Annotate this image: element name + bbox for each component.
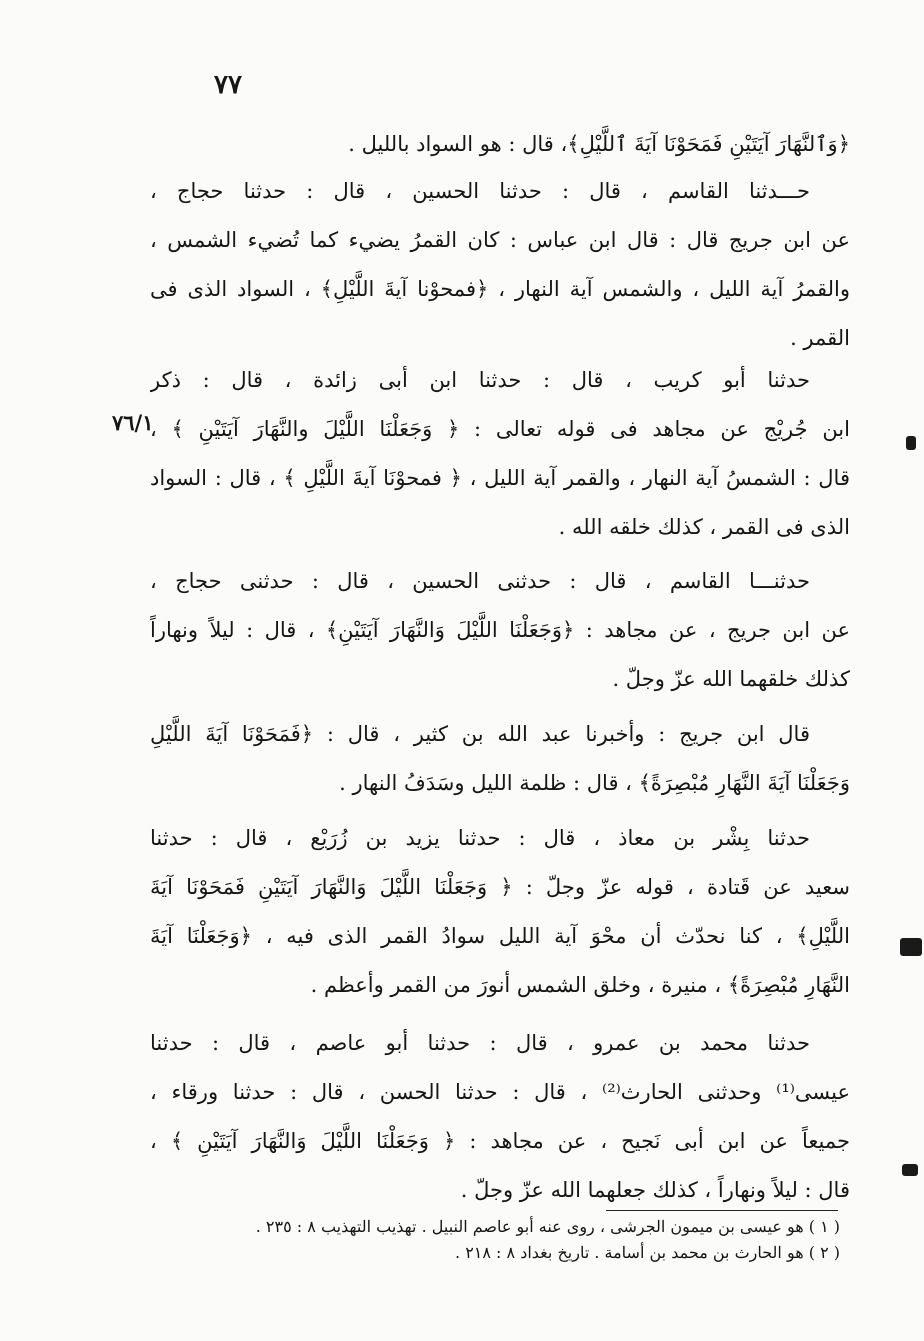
footnote-divider — [606, 1210, 838, 1211]
text-line: قال : الشمسُ آية النهار ، والقمر آية الليل ، ﴿ فمحوْنَا آيةَ اللَّيْلِ ﴾ ، قال : السواد — [150, 466, 850, 490]
text-line: والقمرُ آية الليل ، والشمس آية النهار ، ﴿فمحوْنا آيةَ اللَّيْلِ﴾ ، السواد الذى فى — [150, 277, 850, 301]
scan-mark — [900, 938, 922, 956]
paragraph-7 — [150, 1019, 850, 1215]
text-line: حدثنا محمد بن عمرو ، قال : حدثنا أبو عاصم ، قال : حدثنا — [150, 1031, 810, 1055]
text-line: ابن جُريْج عن مجاهد فى قوله تعالى : ﴿ وَجَعَلْنَا اللَّيْلَ والنَّهَارَ آيَتَيْنِ ﴾ ، — [150, 417, 850, 441]
text-line: عيسى⁽¹⁾ وحدثنى الحارث⁽²⁾ ، قال : حدثنا الحسن ، قال : حدثنا ورقاء ، — [150, 1080, 850, 1104]
text-line: جميعاً عن ابن أبى نَجيح ، عن مجاهد : ﴿ وَجَعَلْنَا اللَّيْلَ وَالنَّهَارَ آيَتَيْنِ ﴾ ، — [150, 1129, 850, 1153]
scan-mark — [902, 1164, 918, 1176]
text-line: حـــدثنا القاسم ، قال : حدثنا الحسين ، قال : حدثنا حجاج ، — [150, 179, 810, 203]
paragraph-1 — [150, 120, 850, 169]
text-line: عن ابن جريج قال : قال ابن عباس : كان القمرُ يضيء كما تُضيء الشمس ، — [150, 228, 850, 252]
text-line: حدثنا بِشْر بن معاذ ، قال : حدثنا يزيد بن زُرَيْع ، قال : حدثنا — [150, 826, 810, 850]
paragraph-6 — [150, 814, 850, 1010]
text-line: حدثنـــا القاسم ، قال : حدثنى الحسين ، قال : حدثنى حجاج ، — [150, 569, 810, 593]
text-line: حدثنا أبو كريب ، قال : حدثنا ابن أبى زائدة ، قال : ذكر — [150, 368, 810, 392]
margin-reference: ٧٦/١ — [112, 410, 154, 435]
paragraph-4 — [150, 557, 850, 704]
text-line: النَّهَارِ مُبْصِرَةً﴾ ، منيرة ، وخلق الشمس أنورَ من القمر وأعظم . — [310, 973, 850, 997]
scan-mark — [906, 436, 916, 450]
paragraph-3 — [150, 356, 850, 552]
paragraph-2 — [150, 167, 850, 363]
text-line: كذلك خلقهما الله عزّ وجلّ . — [612, 667, 850, 691]
text-line: قال ابن جريج : وأخبرنا عبد الله بن كثير ، قال : ﴿فَمَحَوْنَا آيَةَ اللَّيْلِ — [150, 722, 810, 746]
text-line: قال : ليلاً ونهاراً ، كذلك جعلهما الله عزّ وجلّ . — [460, 1178, 850, 1202]
footnotes — [150, 1214, 840, 1266]
text-line: اللَّيْلِ﴾ ، كنا نحدّث أن محْوَ آية الليل سوادُ القمر الذى فيه ، ﴿وَجَعَلْنَا آيَةَ — [150, 924, 850, 948]
text-line: الذى فى القمر ، كذلك خلقه الله . — [558, 515, 850, 539]
text-line: وَجَعَلْنَا آيَةَ النَّهَارِ مُبْصِرَةً﴾ ، قال : ظلمة الليل وسَدَفُ النهار . — [339, 771, 850, 795]
text-line: القمر . — [790, 326, 850, 350]
text-line: سعيد عن قَتادة ، قوله عزّ وجلّ : ﴿ وَجَعَلْنَا اللَّيْلَ وَالنَّهَارَ آيَتَيْنِ فَمَحَوْنَا آيَةَ — [150, 875, 850, 899]
page-number: ٧٧ — [214, 70, 242, 100]
footnote-2: ( ٢ ) هو الحارث بن محمد بن أسامة . تاريخ بغداد ٨ : ٢١٨ . — [455, 1243, 840, 1262]
footnote-1: ( ١ ) هو عيسى بن ميمون الجرشى ، روى عنه أبو عاصم النبيل . تهذيب التهذيب ٨ : ٢٣٥ . — [255, 1217, 840, 1236]
text-line: ﴿وَٱلنَّهَارَ آيَتَيْنِ فَمَحَوْنَا آيَةَ ٱللَّيْلِ﴾، قال : هو السواد بالليل . — [348, 132, 850, 156]
paragraph-5 — [150, 710, 850, 808]
text-line: عن ابن جريج ، عن مجاهد : ﴿وَجَعَلْنَا اللَّيْلَ وَالنَّهَارَ آيَتَيْنِ﴾ ، قال : ليلاً ونهاراً — [150, 618, 850, 642]
